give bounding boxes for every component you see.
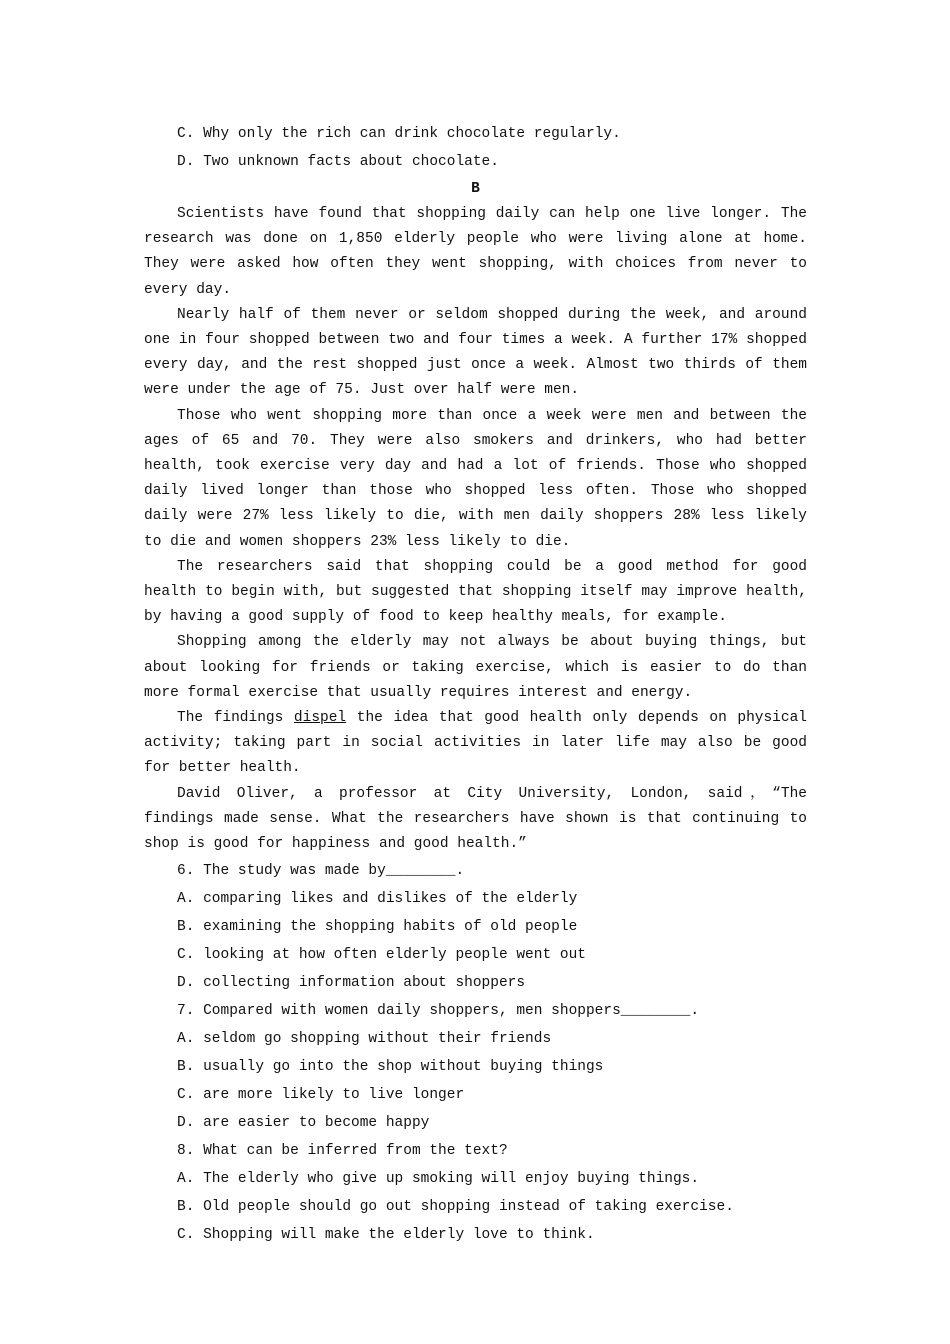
question-6-option-d: D. collecting information about shoppers (177, 975, 526, 992)
question-7-option-a: A. seldom go shopping without their friends (177, 1031, 552, 1048)
question-6-option-b: B. examining the shopping habits of old people (177, 919, 578, 936)
question-8: 8. What can be inferred from the text? (177, 1143, 508, 1160)
question-8-option-b: B. Old people should go out shopping instead of taking exercise. (177, 1199, 734, 1216)
passage-paragraph-quote: David Oliver, a professor at City University, London, said，“The findings made sense. What the researchers have shown is that continuing to shop is good for happiness and good health.” (144, 785, 807, 853)
question-7-option-c: C. are more likely to live longer (177, 1087, 465, 1104)
question-8-option-a: A. The elderly who give up smoking will enjoy buying things. (177, 1171, 700, 1188)
passage-paragraph: Those who went shopping more than once a week were men and between the ages of 65 and 70. They were also smokers and drinkers, who had better health, took exercise very day and had a lot of friends. Those who shopped daily lived longer than those who shopped less often. Those who shopped daily were 27% less likely to die, with men daily shoppers 28% less likely to die and women shoppers 23% less likely to die. (144, 407, 807, 550)
prev-option-d: D. Two unknown facts about chocolate. (177, 154, 499, 170)
passage-paragraph: Nearly half of them never or seldom shopped during the week, and around one in four shopped between two and four times a week. A further 17% shopped every day, and the rest shopped just once a week. Almost two thirds of them were under the age of 75. Just over half were men. (144, 306, 807, 399)
question-6-option-a: A. comparing likes and dislikes of the elderly (177, 891, 578, 908)
underlined-word: dispel (293, 710, 347, 727)
question-8-option-c: C. Shopping will make the elderly love to think. (177, 1227, 595, 1244)
passage-paragraph: Scientists have found that shopping daily can help one live longer. The research was done on 1,850 elderly people who were living alone at home. They were asked how often they went shopping, with choices from never to every day. (144, 206, 807, 298)
section-title: B (471, 181, 480, 197)
passage-paragraph: Shopping among the elderly may not always be about buying things, but about looking for friends or taking exercise, which is easier to do than more formal exercise that usually requires interest and energy. (144, 634, 807, 701)
question-7-option-d: D. are easier to become happy (177, 1115, 430, 1132)
question-6: 6. The study was made by________. (177, 863, 465, 880)
passage-paragraph: The researchers said that shopping could be a good method for good health to begin with, but suggested that shopping itself may improve health, by having a good supply of food to keep healthy meals, for example. (144, 558, 807, 626)
question-7-option-b: B. usually go into the shop without buying things (177, 1059, 604, 1076)
passage-paragraph-dispel: The findings dispel the idea that good health only depends on physical activity; taking part in social activities in later life may also be good for better health. (144, 710, 807, 777)
document-page (144, 120, 807, 1249)
question-7: 7. Compared with women daily shoppers, men shoppers________. (177, 1003, 700, 1020)
question-6-option-c: C. looking at how often elderly people went out (177, 947, 586, 964)
prev-option-c: C. Why only the rich can drink chocolate regularly. (177, 126, 621, 142)
